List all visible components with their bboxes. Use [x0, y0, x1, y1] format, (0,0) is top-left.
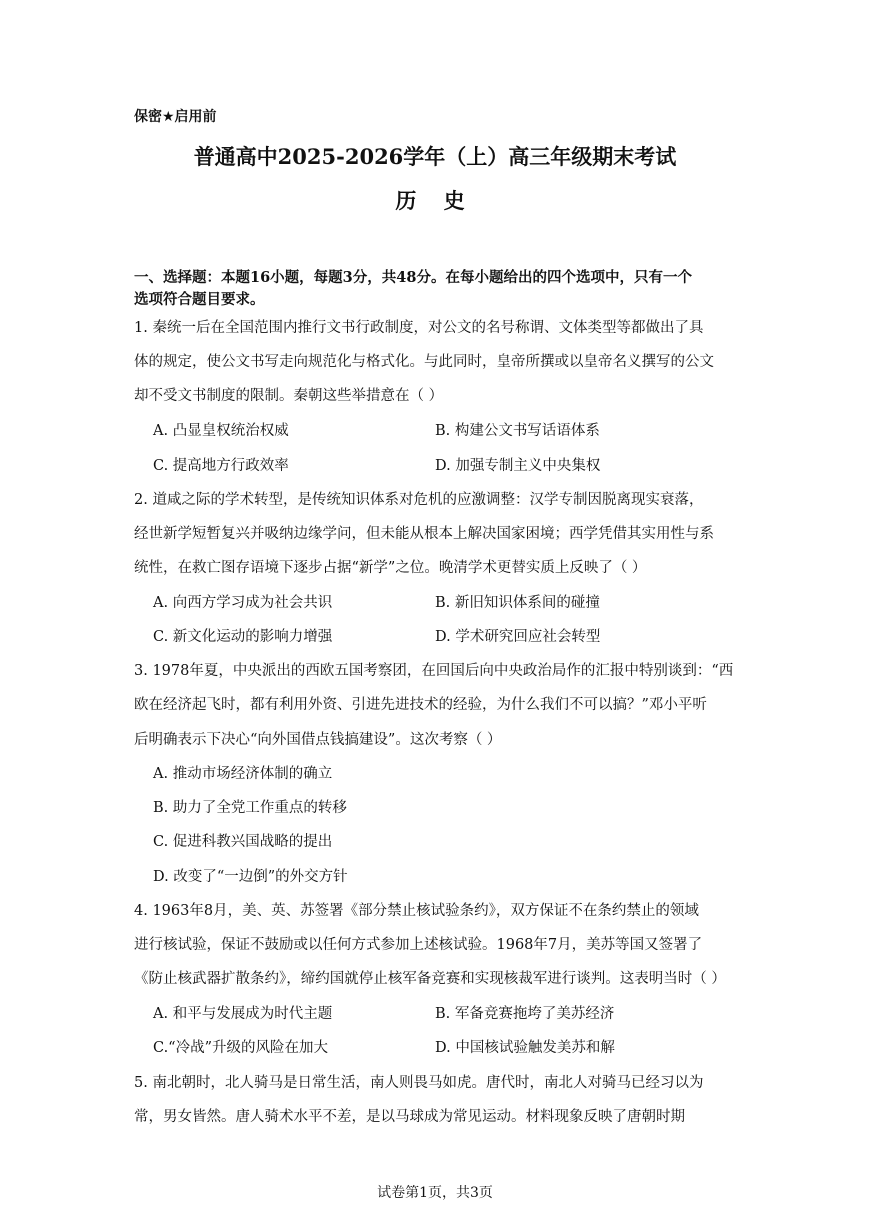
question-3-line-3: 后明确表示下决心“向外国借点钱搞建设”。这次考察（ ）	[134, 732, 502, 748]
question-4-option-a[interactable]: A. 和平与发展成为时代主题	[153, 1006, 333, 1022]
secret-label: 保密★启用前	[134, 109, 217, 125]
question-2-option-b[interactable]: B. 新旧知识体系间的碰撞	[435, 595, 600, 611]
question-2-option-c[interactable]: C. 新文化运动的影响力增强	[153, 629, 333, 645]
question-1-line-2: 体的规定，使公文书写走向规范化与格式化。与此同时，皇帝所撰或以皇帝名义撰写的公文	[134, 354, 714, 370]
question-2-line-1: 2. 道咸之际的学术转型，是传统知识体系对危机的应激调整：汉学专制因脱离现实衰落，	[134, 492, 704, 508]
question-1-option-b[interactable]: B. 构建公文书写话语体系	[435, 423, 600, 439]
question-3-option-d[interactable]: D. 改变了“一边倒”的外交方针	[153, 869, 348, 885]
question-1-option-c[interactable]: C. 提高地方行政效率	[153, 458, 289, 474]
question-1-line-3: 却不受文书制度的限制。秦朝这些举措意在（ ）	[134, 388, 444, 404]
section-heading: 一、选择题：本题16小题，每题3分，共48分。在每小题给出的四个选项中，只有一个	[134, 269, 692, 286]
question-5-line-2: 常，男女皆然。唐人骑术水平不差，是以马球成为常见运动。材料现象反映了唐朝时期	[134, 1109, 685, 1125]
question-1-line-1: 1. 秦统一后在全国范围内推行文书行政制度，对公文的名号称谓、文体类型等都做出了具	[134, 320, 704, 336]
exam-title: 普通高中2025-2026学年（上）高三年级期末考试	[193, 144, 677, 169]
question-3-option-c[interactable]: C. 促进科教兴国战略的提出	[153, 834, 333, 850]
question-4-line-3: 《防止核武器扩散条约》，缔约国就停止核军备竞赛和实现核裁军进行谈判。这表明当时（ ）	[134, 971, 726, 987]
question-3-option-a[interactable]: A. 推动市场经济体制的确立	[153, 766, 333, 782]
question-2-line-3: 统性，在救亡图存语境下逐步占据“新学”之位。晚清学术更替实质上反映了（ ）	[134, 560, 647, 576]
question-2-line-2: 经世新学短暂复兴并吸纳边缘学问，但未能从根本上解决国家困境；西学凭借其实用性与系	[134, 526, 714, 542]
question-4-option-c[interactable]: C.“冷战”升级的风险在加大	[153, 1040, 329, 1056]
question-2-option-a[interactable]: A. 向西方学习成为社会共识	[153, 595, 333, 611]
question-4-option-d[interactable]: D. 中国核试验触发美苏和解	[435, 1040, 615, 1056]
question-3-line-2: 欧在经济起飞时，都有利用外资、引进先进技术的经验，为什么我们不可以搞？”邓小平听	[134, 697, 707, 713]
question-4-option-b[interactable]: B. 军备竞赛拖垮了美苏经济	[435, 1006, 615, 1022]
question-5-line-1: 5. 南北朝时，北人骑马是日常生活，南人则畏马如虎。唐代时，南北人对骑马已经习以为	[134, 1075, 704, 1091]
section-heading-cont: 选项符合题目要求。	[134, 291, 265, 308]
question-4-line-1: 4. 1963年8月，美、英、苏签署《部分禁止核试验条约》，双方保证不在条约禁止的领域	[134, 903, 699, 919]
question-1-option-d[interactable]: D. 加强专制主义中央集权	[435, 458, 601, 474]
question-3-option-b[interactable]: B. 助力了全党工作重点的转移	[153, 800, 347, 816]
question-4-line-2: 进行核试验，保证不鼓励或以任何方式参加上述核试验。1968年7月，美苏等国又签署了	[134, 937, 703, 953]
question-1-option-a[interactable]: A. 凸显皇权统治权威	[153, 423, 289, 439]
question-2-option-d[interactable]: D. 学术研究回应社会转型	[435, 629, 601, 645]
question-3-line-1: 3. 1978年夏，中央派出的西欧五国考察团，在回国后向中央政治局作的汇报中特别谈到：“西	[134, 663, 734, 679]
page-footer: 试卷第1页，共3页	[377, 1185, 493, 1201]
subject-title: 历 史	[395, 188, 475, 213]
